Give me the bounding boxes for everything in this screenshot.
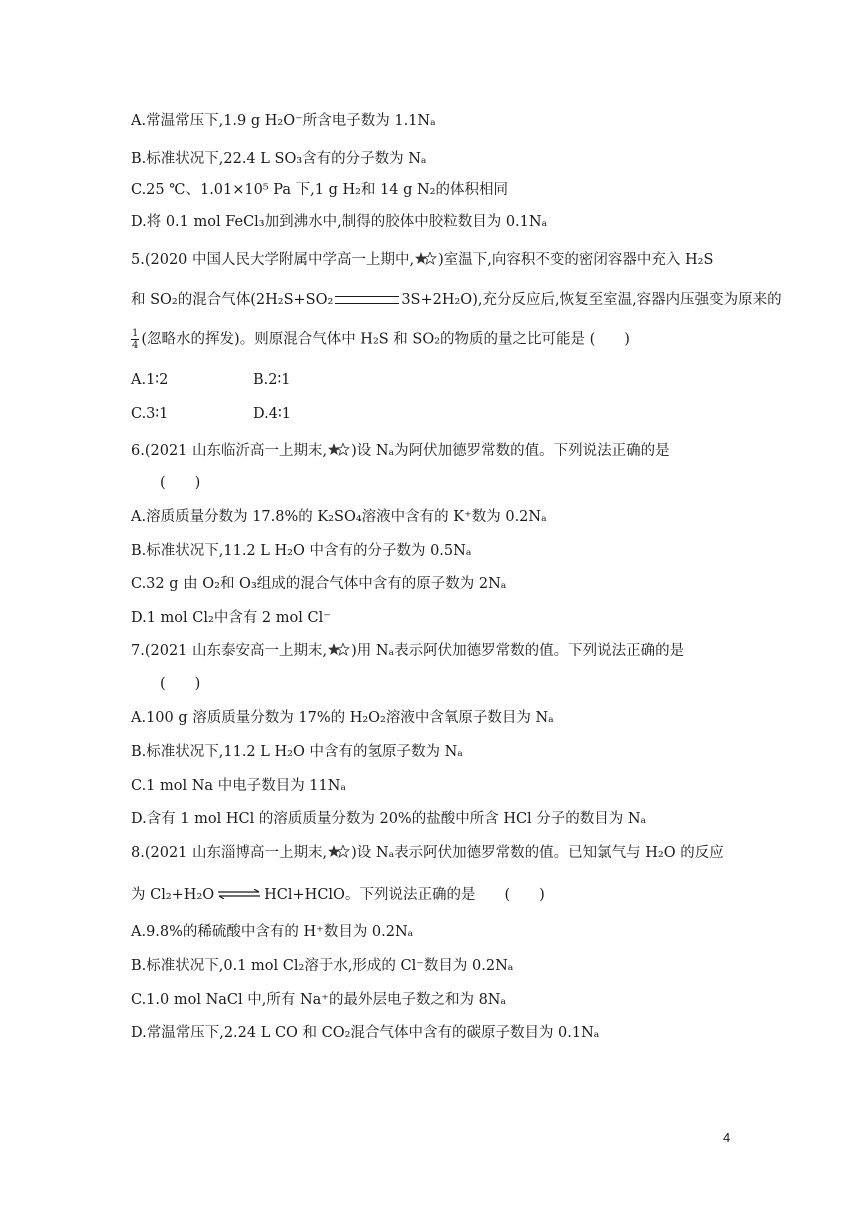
q6-option-b: B.标准状况下,11.2 L H₂O 中含有的分子数为 0.5Nₐ [131, 543, 472, 559]
page-number: 4 [723, 1130, 731, 1145]
q7-option-b: B.标准状况下,11.2 L H₂O 中含有的氢原子数为 Nₐ [131, 744, 463, 760]
q6-option-c: C.32 g 由 O₂和 O₃组成的混合气体中含有的原子数为 2Nₐ [131, 576, 507, 592]
q5-stem-line2 [131, 290, 782, 310]
fraction-denominator: 4 [132, 340, 139, 351]
q4-option-d: D.将 0.1 mol FeCl₃加到沸水中,制得的胶体中胶粒数目为 0.1Nₐ [131, 214, 548, 230]
q8-stem-line2 [131, 885, 545, 905]
equals-arrow-icon [335, 296, 399, 304]
q6-stem-text: )设 Nₐ为阿伏加德罗常数的值。下列说法正确的是 [351, 443, 670, 459]
difficulty-star-icon [328, 443, 350, 463]
q8-stem-line1 [131, 843, 724, 865]
difficulty-star-icon [415, 252, 437, 272]
q5-stem-text: )室温下,向容积不变的密闭容器中充入 H₂S [438, 252, 714, 268]
q8-source: 8.(2021 山东淄博高一上期末, [131, 845, 328, 861]
q5-options-row2 [131, 404, 291, 424]
q5-option-c: C.3∶1 [131, 406, 169, 422]
fraction-numerator: 1 [132, 328, 139, 339]
q5-option-b: B.2∶1 [253, 372, 291, 388]
q7-stem-text: )用 Nₐ表示阿伏加德罗常数的值。下列说法正确的是 [351, 643, 685, 659]
q8-equation-right: HCl+HClO。下列说法正确的是 ( ) [264, 887, 545, 903]
q5-source: 5.(2020 中国人民大学附属中学高一上期中, [131, 252, 415, 268]
q6-option-d: D.1 mol Cl₂中含有 2 mol Cl⁻ [131, 610, 331, 626]
q8-equation-left: 为 Cl₂+H₂O [131, 887, 215, 903]
q4-option-b: B.标准状况下,22.4 L SO₃含有的分子数为 Nₐ [131, 151, 427, 167]
difficulty-star-icon [328, 643, 350, 663]
q5-equation-left: 和 SO₂的混合气体(2H₂S+SO₂ [131, 292, 334, 308]
q8-option-b: B.标准状况下,0.1 mol Cl₂溶于水,形成的 Cl⁻数目为 0.2Nₐ [131, 958, 514, 974]
q6-stem-line1 [131, 441, 670, 463]
difficulty-star-icon [328, 845, 350, 865]
q7-stem-line1 [131, 641, 684, 663]
q8-option-a: A.9.8%的稀硫酸中含有的 H⁺数目为 0.2Nₐ [131, 924, 414, 940]
q7-option-a: A.100 g 溶质质量分数为 17%的 H₂O₂溶液中含氧原子数目为 Nₐ [131, 710, 554, 726]
q8-option-d: D.常温常压下,2.24 L CO 和 CO₂混合气体中含有的碳原子数目为 0.1Nₐ [131, 1025, 600, 1041]
q5-stem-line1 [131, 250, 713, 272]
q6-source: 6.(2021 山东临沂高一上期末, [131, 443, 328, 459]
q7-source: 7.(2021 山东泰安高一上期末, [131, 643, 328, 659]
reversible-arrow-icon [217, 885, 261, 905]
q5-options-row1 [131, 370, 291, 390]
q5-equation-right: 3S+2H₂O),充分反应后,恢复至室温,容器内压强变为原来的 [401, 292, 782, 308]
q5-option-a: A.1∶2 [131, 372, 169, 388]
q6-option-a: A.溶质质量分数为 17.8%的 K₂SO₄溶液中含有的 K⁺数为 0.2Nₐ [131, 509, 547, 525]
q7-option-d: D.含有 1 mol HCl 的溶质质量分数为 20%的盐酸中所含 HCl 分子的数目为 Nₐ [131, 811, 647, 827]
q5-stem-end: (忽略水的挥发)。则原混合气体中 H₂S 和 SO₂的物质的量之比可能是 ( ) [141, 331, 630, 348]
q6-answer-paren: ( ) [160, 475, 201, 491]
q8-option-c: C.1.0 mol NaCl 中,所有 Na⁺的最外层电子数之和为 8Nₐ [131, 992, 507, 1008]
q8-stem-text: )设 Nₐ表示阿伏加德罗常数的值。已知氯气与 H₂O 的反应 [351, 845, 724, 861]
q7-answer-paren: ( ) [160, 676, 201, 692]
fraction-one-quarter [131, 328, 139, 351]
q4-option-c: C.25 ℃、1.01×10⁵ Pa 下,1 g H₂和 14 g N₂的体积相同 [131, 182, 508, 198]
q7-option-c: C.1 mol Na 中电子数目为 11Nₐ [131, 778, 347, 794]
q5-option-d: D.4∶1 [253, 406, 291, 422]
q4-option-a: A.常温常压下,1.9 g H₂O⁻所含电子数为 1.1Nₐ [131, 113, 436, 129]
q5-stem-line3 [131, 328, 630, 351]
